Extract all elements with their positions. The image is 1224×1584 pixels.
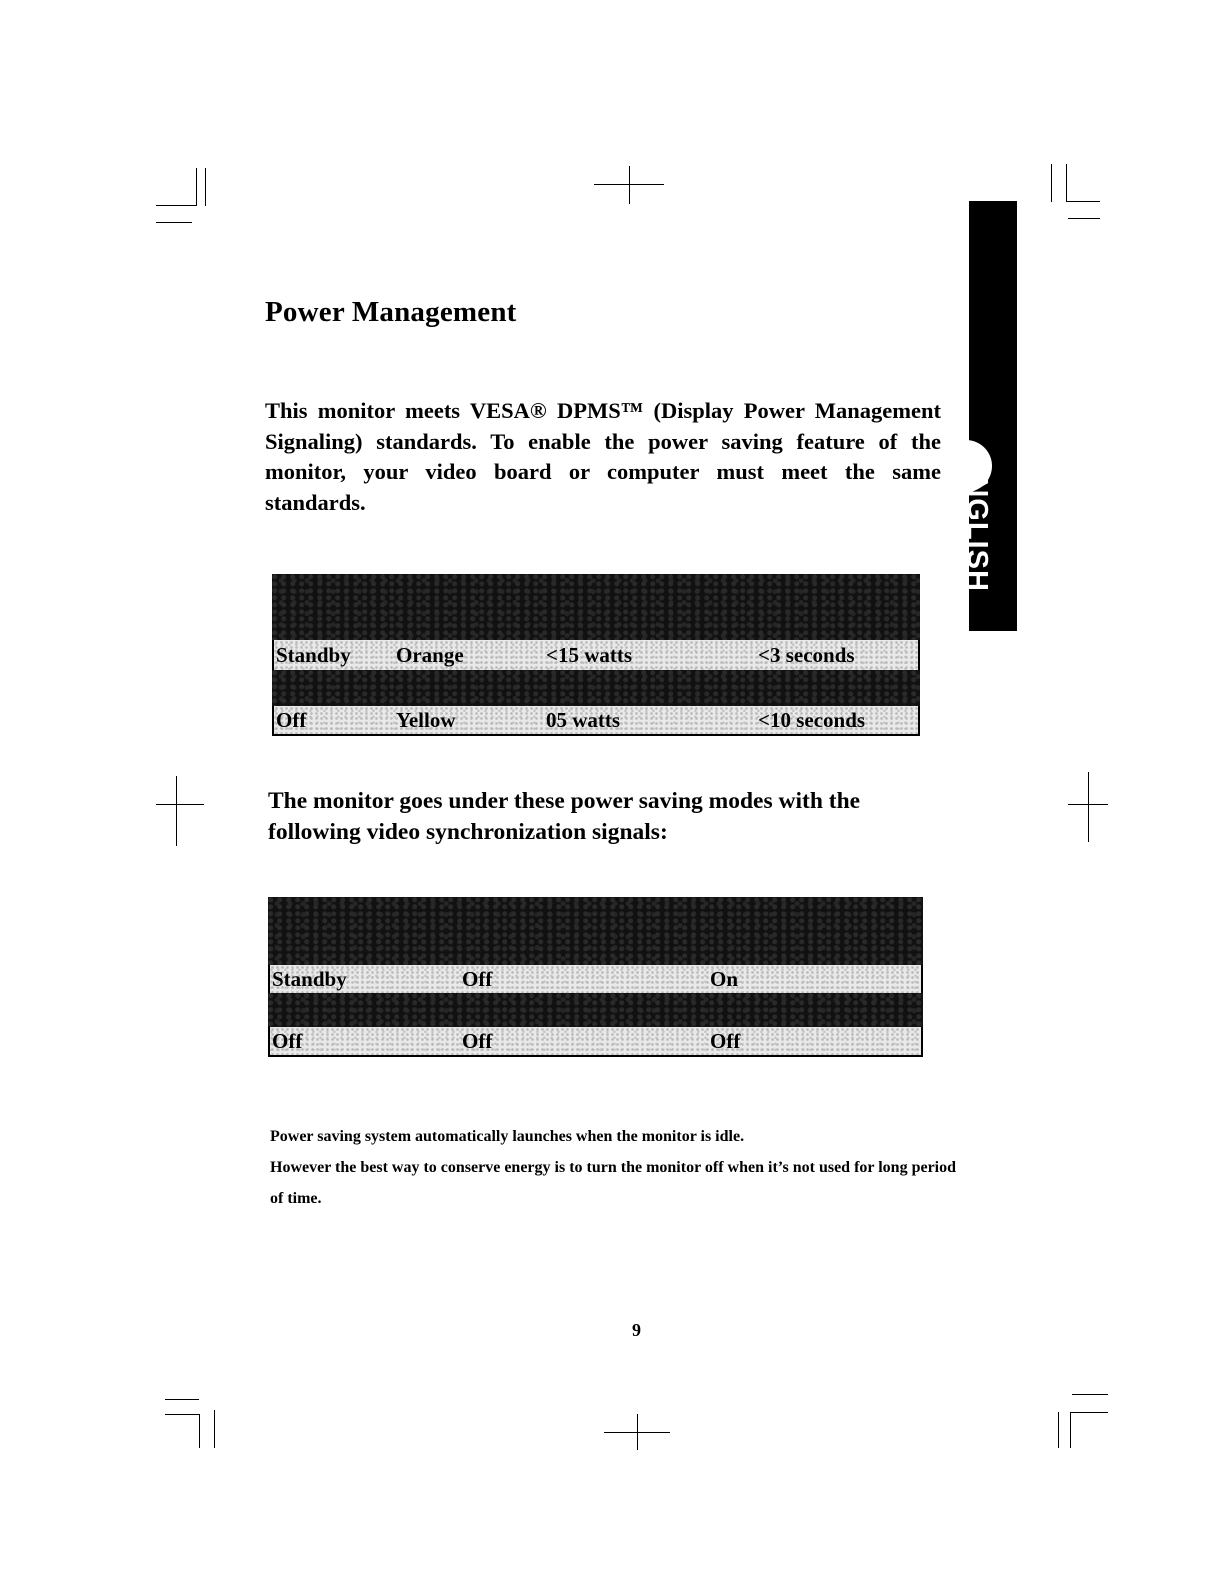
crop-mark xyxy=(1058,1412,1059,1448)
table-header xyxy=(272,574,920,640)
sync-paragraph: The monitor goes under these power saving modes with the following video synchronization signals: xyxy=(268,788,861,845)
table-row xyxy=(272,706,920,736)
table-row-separator xyxy=(272,670,920,706)
crop-mark xyxy=(1068,218,1100,219)
crop-mark xyxy=(165,1414,199,1415)
crop-mark xyxy=(1066,164,1067,202)
hsync-cell: Off xyxy=(462,1028,493,1053)
table-header xyxy=(268,897,923,965)
crop-mark xyxy=(205,168,206,206)
registration-mark xyxy=(629,166,630,204)
crop-mark xyxy=(165,1399,199,1400)
power-mode-table xyxy=(272,574,920,736)
sync-signal-table xyxy=(268,897,923,1059)
language-tab-label: ENGLISH xyxy=(961,456,993,592)
vsync-cell: Off xyxy=(710,1028,741,1053)
registration-mark xyxy=(156,804,204,805)
crop-mark xyxy=(156,222,192,223)
led-cell: Yellow xyxy=(396,707,456,732)
power-cell: <15 watts xyxy=(546,642,633,667)
registration-mark xyxy=(1088,772,1089,842)
recovery-cell: <3 seconds xyxy=(758,642,855,667)
mode-cell: Off xyxy=(272,1028,303,1053)
crop-mark xyxy=(214,1410,215,1448)
registration-mark xyxy=(176,776,177,846)
power-saving-note xyxy=(270,1121,960,1214)
page-number: 9 xyxy=(632,1320,641,1340)
crop-mark xyxy=(1070,1412,1108,1413)
crop-mark xyxy=(199,1414,200,1448)
page-title: Power Management xyxy=(265,296,517,328)
note-line: However the best way to conserve energy is to turn the monitor off when it’s not used for long period of time. xyxy=(270,1159,957,1207)
table-row xyxy=(268,965,923,993)
crop-mark xyxy=(156,205,196,206)
crop-mark xyxy=(1072,1394,1108,1395)
mode-cell: Standby xyxy=(276,642,351,667)
crop-mark xyxy=(1066,201,1100,202)
led-cell: Orange xyxy=(396,642,464,667)
crop-mark xyxy=(1070,1412,1071,1448)
recovery-cell: <10 seconds xyxy=(758,707,866,732)
mode-cell: Off xyxy=(276,707,307,732)
registration-mark xyxy=(637,1414,638,1450)
vsync-cell: On xyxy=(710,966,739,991)
note-line: Power saving system automatically launches when the monitor is idle. xyxy=(270,1128,745,1145)
mode-cell: Standby xyxy=(272,966,347,991)
table-row xyxy=(268,1027,923,1057)
crop-mark xyxy=(196,168,197,206)
power-cell: 05 watts xyxy=(546,707,621,732)
table-row xyxy=(272,640,920,670)
intro-paragraph: This monitor meets VESA® DPMS™ (Display Power Management Signaling) standards. To enable the power saving feature of the monitor, your video board or computer must meet the same standards. xyxy=(265,398,941,515)
table-row-separator xyxy=(268,993,923,1027)
hsync-cell: Off xyxy=(462,966,493,991)
crop-mark xyxy=(1051,164,1052,202)
